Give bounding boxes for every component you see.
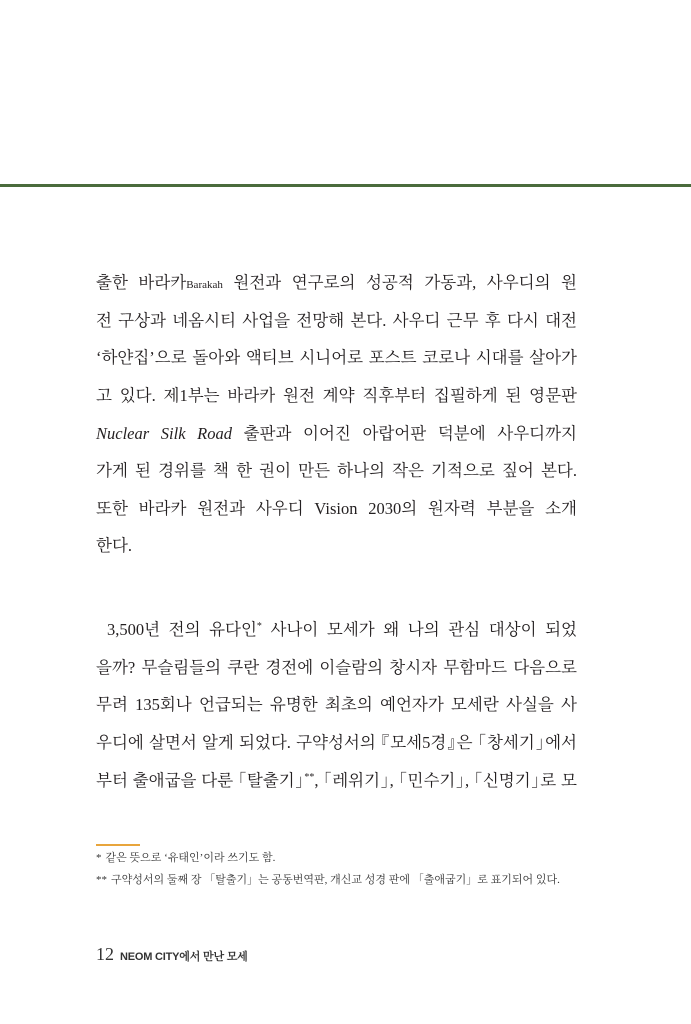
body-line: [96, 415, 577, 453]
footnote-marker: *: [96, 852, 102, 864]
body-line: [96, 264, 577, 302]
line-text: 원전과 연구로의 성공적 가동과, 사우디의 원: [222, 273, 577, 292]
footnote: [96, 847, 586, 869]
body-line: [96, 762, 577, 800]
footnote: [96, 869, 586, 891]
footnote-rule: [96, 844, 140, 846]
line-text: 우디에 살면서 알게 되었다. 구약성서의 『모세5경』은 「창세기」에서: [96, 732, 577, 752]
body-line: [96, 452, 577, 490]
line-text: 부터 출애굽을 다룬 「탈출기」: [96, 770, 305, 790]
line-text: 사나이 모세가 왜 나의 관심 대상이 되었: [261, 620, 577, 639]
line-text: 전 구상과 네옴시티 사업을 전망해 본다. 사우디 근무 후 다시 대전: [96, 310, 577, 330]
body-line: [96, 339, 577, 377]
footnote-ref-marker: **: [304, 771, 315, 783]
body-line: [96, 611, 577, 649]
footnote-marker: **: [96, 874, 107, 886]
body-line: [96, 377, 577, 415]
line-text: ‘하얀집’으로 돌아와 액티브 시니어로 포스트 코로나 시대를 살아가: [96, 348, 577, 368]
line-text: 출한 바라카: [96, 273, 187, 292]
body-line: [96, 724, 577, 762]
line-text: , 「레위기」, 「민수기」, 「신명기」로 모: [314, 770, 577, 790]
line-text: 출판과 이어진 아랍어판 덕분에 사우디까지: [231, 423, 578, 443]
line-text: 을까? 무슬림들의 쿠란 경전에 이슬람의 창시자 무함마드 다음으로: [96, 657, 577, 677]
line-text: 한다.: [96, 536, 133, 556]
line-text: 가게 된 경위를 책 한 권이 만든 하나의 작은 기적으로 짚어 본다.: [96, 461, 577, 481]
body-line: [96, 527, 577, 565]
italic-book-title: Nuclear Silk Road: [96, 423, 232, 443]
footnote-text: 구약성서의 둘째 장 「탈출기」는 공동번역판, 개신교 성경 판에 「출애굽기」로 표기되어 있다.: [111, 874, 560, 886]
body-line: [96, 302, 577, 340]
line-text: 고 있다. 제1부는 바라카 원전 계약 직후부터 집필하게 된 영문판: [96, 385, 577, 405]
line-text: 무려 135회나 언급되는 유명한 최초의 예언자가 모세란 사실을 사: [96, 695, 577, 715]
latin-term-barakah: Barakah: [186, 279, 223, 291]
line-text: 3,500년 전의 유다인: [107, 620, 257, 639]
page-footer: [96, 944, 248, 965]
line-text: 또한 바라카 원전과 사우디 Vision 2030의 원자력 부분을 소개: [96, 498, 577, 518]
body-line: [96, 649, 577, 687]
page-number: 12: [96, 944, 114, 964]
footnote-ref-marker: *: [256, 621, 262, 632]
body-line: [96, 490, 577, 528]
paragraph-intro: [96, 264, 577, 565]
body-line: [96, 686, 577, 724]
header-rule: [0, 184, 691, 187]
footnote-text: 같은 뜻으로 ‘유태인’이라 쓰기도 함.: [105, 852, 276, 864]
paragraph-moses: [96, 611, 577, 799]
footnotes: [96, 847, 586, 891]
running-title: NEOM CITY에서 만난 모세: [120, 951, 248, 963]
